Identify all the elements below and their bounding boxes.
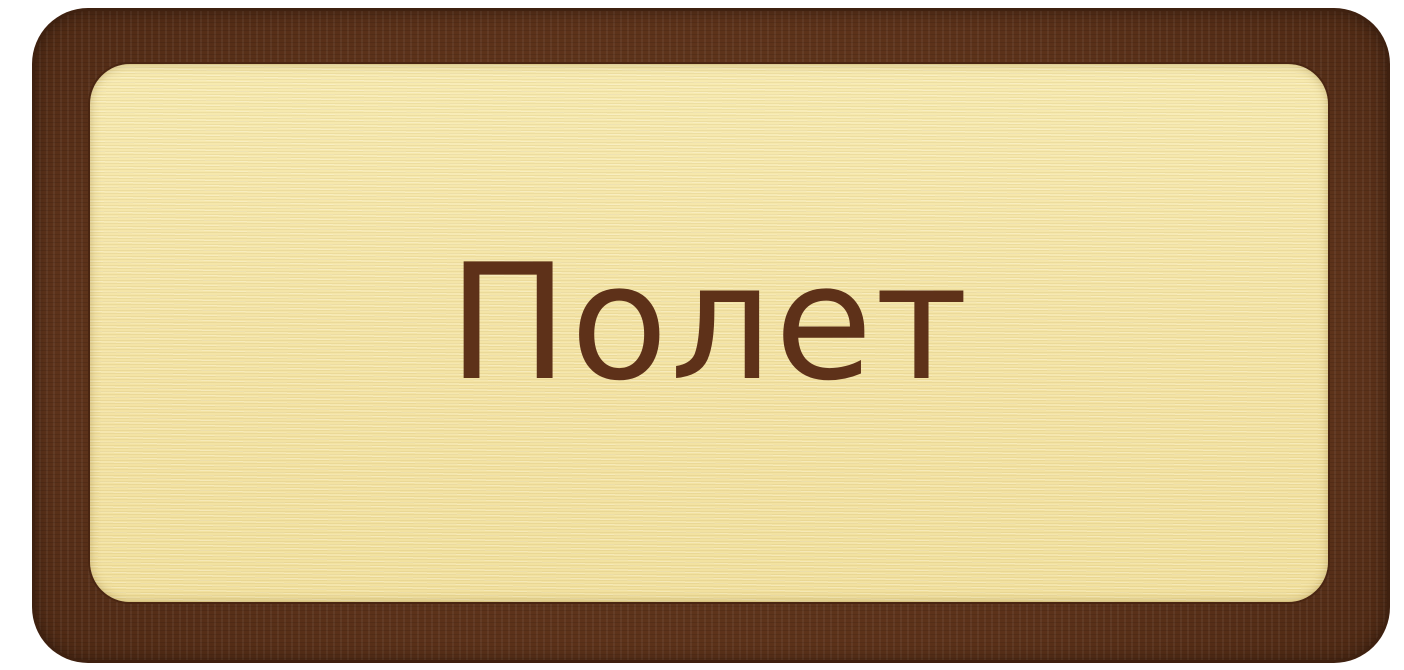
- flight-button[interactable]: [32, 8, 1390, 663]
- flight-button-label: Полет: [447, 229, 971, 416]
- flight-button-panel: [90, 64, 1328, 602]
